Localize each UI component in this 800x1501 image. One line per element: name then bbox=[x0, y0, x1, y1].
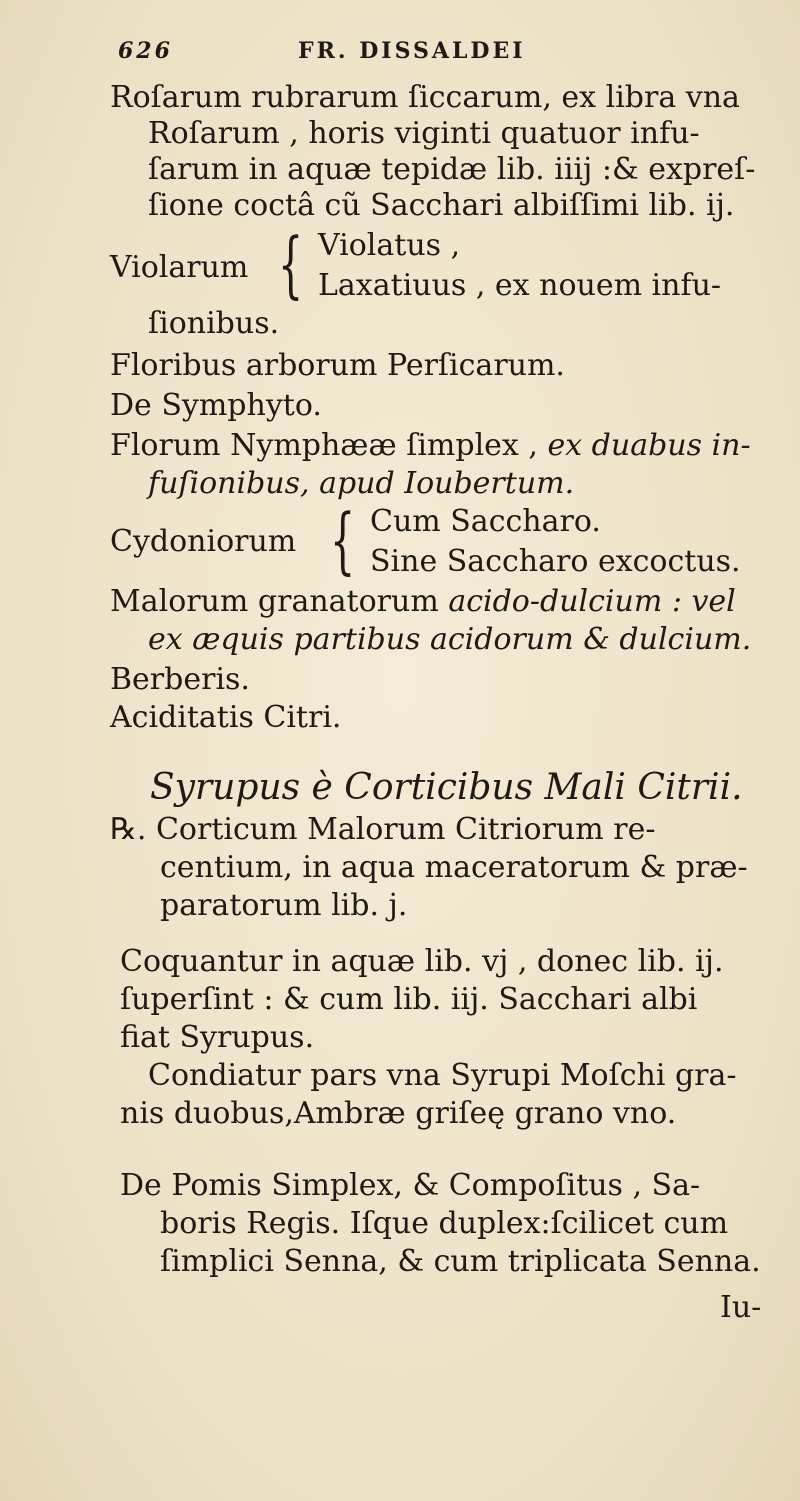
text-line: paratorum lib. j. bbox=[160, 888, 408, 923]
text-line: Cydoniorum bbox=[110, 524, 297, 559]
text-line bbox=[110, 428, 751, 464]
text-line: Cum Saccharo. bbox=[370, 504, 601, 539]
text-line: Sine Saccharo excoctus. bbox=[370, 544, 741, 579]
text-line: centium, in aqua maceratorum & præ- bbox=[160, 850, 748, 885]
text-line: ſimplici Senna, & cum triplicata Senna. bbox=[160, 1244, 761, 1279]
text-line: ex æquis partibus acidorum & dulcium. bbox=[148, 622, 752, 657]
text-line: ſionibus. bbox=[148, 306, 280, 341]
text-line: Laxatiuus , ex nouem infu- bbox=[318, 268, 722, 303]
text-line: Coquantur in aquæ lib. vj , donec lib. ij. bbox=[120, 944, 724, 979]
text-line: boris Regis. Iſque duplex:ſcilicet cum bbox=[160, 1206, 729, 1241]
text-line: ℞. Corticum Malorum Citriorum re- bbox=[110, 812, 656, 847]
text-line: nis duobus,Ambræ griſeę grano vno. bbox=[120, 1096, 677, 1131]
text-line: Condiatur pars vna Syrupi Moſchi gra- bbox=[148, 1058, 737, 1093]
text-line: Berberis. bbox=[110, 662, 250, 697]
italic-span: acido-dulcium : vel bbox=[448, 584, 736, 619]
page-header bbox=[118, 38, 738, 78]
brace-icon: { bbox=[278, 222, 304, 306]
page-number: 626 bbox=[118, 38, 173, 64]
text-line: De Pomis Simplex, & Compoſitus , Sa- bbox=[120, 1168, 701, 1203]
text-line: ſuperſint : & cum lib. iij. Sacchari albi bbox=[120, 982, 698, 1017]
text-line: Aciditatis Citri. bbox=[110, 700, 342, 735]
text-line: ſarum in aquæ tepidæ lib. iiij :& expreſ- bbox=[148, 152, 756, 187]
text-line: Violarum bbox=[110, 250, 249, 285]
text-line: Roſarum , horis viginti quatuor infu- bbox=[148, 116, 700, 151]
text-line: fuſionibus, apud Ioubertum. bbox=[148, 466, 575, 501]
text-line: ſione coctâ cũ Sacchari albiſſimi lib. ij. bbox=[148, 188, 735, 223]
text-line: Floribus arborum Perſicarum. bbox=[110, 348, 565, 383]
running-title: FR. DISSALDEI bbox=[298, 38, 526, 64]
text-line bbox=[110, 584, 736, 620]
italic-span: ex duabus in- bbox=[547, 428, 751, 463]
catchword: Iu- bbox=[720, 1290, 762, 1325]
text-span: Florum Nymphææ ſimplex , bbox=[110, 428, 548, 463]
text-line: Violatus , bbox=[318, 228, 461, 263]
brace-icon: { bbox=[330, 498, 356, 582]
text-line: fiat Syrupus. bbox=[120, 1020, 315, 1055]
text-line: De Symphyto. bbox=[110, 388, 322, 423]
text-span: Malorum granatorum bbox=[110, 584, 449, 619]
text-line: Roſarum rubrarum ſiccarum, ex libra vna bbox=[110, 80, 740, 115]
section-title: Syrupus è Corticibus Mali Citrii. bbox=[150, 767, 743, 808]
